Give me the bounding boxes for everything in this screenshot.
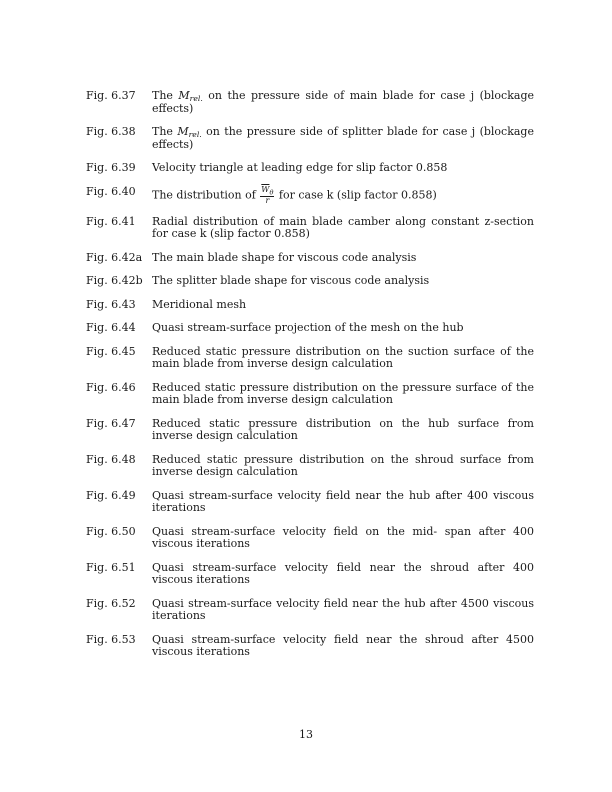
figure-label: Fig. 6.37 <box>86 89 136 102</box>
figure-caption: The main blade shape for viscous code analysis <box>152 250 417 264</box>
figure-entry <box>86 562 534 587</box>
math-symbol <box>177 125 201 138</box>
figure-entry <box>86 216 534 241</box>
figure-entry <box>86 598 534 623</box>
figure-caption: Quasi stream-surface velocity field on the mid- span after 400 viscous iterations <box>152 524 534 551</box>
figure-caption <box>152 186 534 205</box>
fraction-denominator: r <box>265 195 270 205</box>
figure-caption <box>152 90 534 115</box>
figure-label: Fig. 6.42b <box>86 274 143 288</box>
figure-entry <box>86 346 534 371</box>
caption-text: for case k (slip factor 0.858) <box>275 188 437 202</box>
figure-caption: Reduced static pressure distribution on the hub surface from inverse design calculation <box>152 416 534 443</box>
math-symbol <box>178 89 202 102</box>
figure-label: Fig. 6.43 <box>86 297 136 311</box>
math-subscript: rel. <box>188 129 202 139</box>
caption-text: The <box>152 89 179 102</box>
page-number: 13 <box>299 728 313 741</box>
figure-caption: Quasi stream-surface velocity field near the hub after 400 viscous iterations <box>152 488 534 515</box>
math-variable: M <box>178 89 190 102</box>
figure-caption: Radial distribution of main blade camber along constant z-section for case k (slip factor 0.858) <box>152 214 534 241</box>
figure-label: Fig. 6.38 <box>86 125 136 138</box>
math-variable: M <box>177 125 189 138</box>
figure-label: Fig. 6.44 <box>86 321 136 335</box>
caption-text: The distribution of <box>152 188 260 202</box>
figure-caption: Reduced static pressure distribution on the shroud surface from inverse design calculation <box>152 452 534 479</box>
figure-caption: Quasi stream-surface velocity field near the hub after 4500 viscous iterations <box>152 596 534 623</box>
figure-label: Fig. 6.53 <box>86 632 136 646</box>
figure-label: Fig. 6.51 <box>86 560 136 574</box>
figure-entry <box>86 634 534 659</box>
figure-label: Fig. 6.45 <box>86 344 136 358</box>
figure-caption: Meridional mesh <box>152 297 247 311</box>
figure-caption: Reduced static pressure distribution on the suction surface of the main blade from inverse design calculation <box>152 344 534 371</box>
figure-label: Fig. 6.50 <box>86 524 136 538</box>
figure-caption: The splitter blade shape for viscous code analysis <box>152 274 430 288</box>
figure-caption <box>152 126 534 151</box>
figure-label: Fig. 6.40 <box>86 184 136 198</box>
math-subscript: θ <box>269 188 274 197</box>
figure-entry <box>86 299 534 312</box>
caption-text: on the pressure side of main blade for case j (blockage effects) <box>152 89 534 115</box>
figure-entry <box>86 90 534 115</box>
figure-label: Fig. 6.42a <box>86 250 143 264</box>
figure-entry <box>86 454 534 479</box>
figure-entry <box>86 418 534 443</box>
figure-entry <box>86 252 534 265</box>
figure-entry <box>86 275 534 288</box>
figure-entry <box>86 322 534 335</box>
figure-entry <box>86 186 534 205</box>
figure-label: Fig. 6.52 <box>86 596 136 610</box>
figure-label: Fig. 6.49 <box>86 488 136 502</box>
figure-caption: Quasi stream-surface velocity field near the shroud after 400 viscous iterations <box>152 560 534 587</box>
figure-caption: Velocity triangle at leading edge for slip factor 0.858 <box>152 161 448 174</box>
list-of-figures <box>86 90 534 670</box>
figure-label: Fig. 6.39 <box>86 161 136 174</box>
figure-entry <box>86 382 534 407</box>
figure-caption: Reduced static pressure distribution on the pressure surface of the main blade from inverse design calculation <box>152 380 534 407</box>
figure-entry <box>86 490 534 515</box>
math-subscript: rel. <box>189 93 203 103</box>
fraction-numerator <box>260 186 274 197</box>
figure-caption: Quasi stream-surface projection of the mesh on the hub <box>152 321 464 335</box>
caption-text: on the pressure side of splitter blade for case j (blockage effects) <box>152 125 534 151</box>
figure-label: Fig. 6.48 <box>86 452 136 466</box>
figure-label: Fig. 6.47 <box>86 416 136 430</box>
figure-entry <box>86 162 534 175</box>
figure-label: Fig. 6.41 <box>86 214 136 228</box>
figure-entry <box>86 126 534 151</box>
math-variable: $\overline{W}$ <box>261 184 270 194</box>
math-fraction <box>260 186 274 205</box>
figure-label: Fig. 6.46 <box>86 380 136 394</box>
figure-entry <box>86 526 534 551</box>
caption-text: The <box>152 125 178 138</box>
figure-caption: Quasi stream-surface velocity field near the shroud after 4500 viscous iterations <box>152 632 534 659</box>
